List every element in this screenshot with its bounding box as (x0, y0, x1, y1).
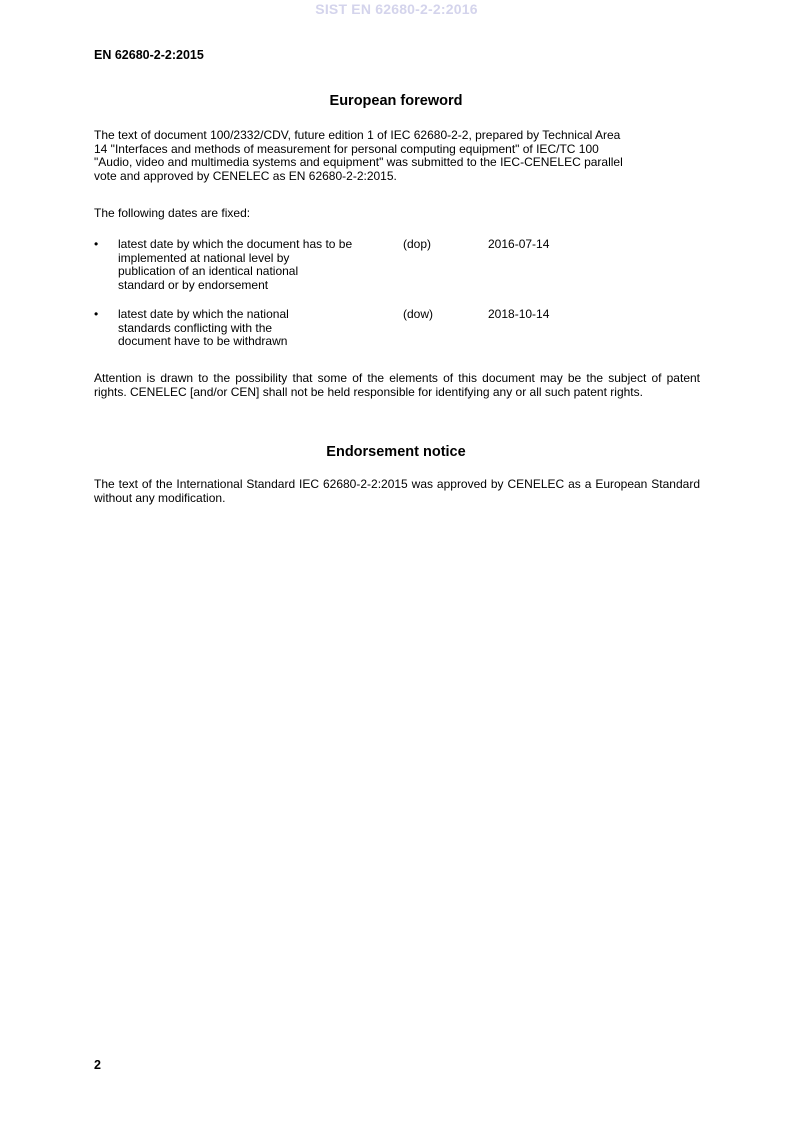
date-code: (dow) (403, 307, 434, 321)
date-description (118, 238, 386, 292)
foreword-intro-line: vote and approved by CENELEC as EN 62680-2-2:2015. (94, 168, 397, 183)
watermark: SIST EN 62680-2-2:2016 (315, 1, 478, 17)
bullet-icon: • (94, 237, 99, 251)
bullet-icon: • (94, 307, 99, 321)
date-description-line: document have to be withdrawn (118, 334, 288, 348)
foreword-heading: European foreword (329, 93, 463, 109)
dates-intro: The following dates are fixed: (94, 206, 251, 220)
date-description (118, 308, 386, 349)
date-description-line: implemented at national level by (118, 250, 290, 265)
date-description-line: latest date by which the document has to be (118, 237, 353, 251)
attention-paragraph: Attention is drawn to the possibility that some of the elements of this document may be the subject of patent rights. CENELEC [and/or CEN] shall not be held responsible for identifying any or all such patent rights. (94, 371, 700, 399)
foreword-intro-line: "Audio, video and multimedia systems and equipment" was submitted to the IEC-CENELEC parallel (94, 155, 623, 169)
date-value: 2018-10-14 (488, 307, 550, 321)
date-description-line: latest date by which the national (118, 307, 289, 321)
date-description-line: publication of an identical national (118, 264, 299, 278)
foreword-intro-paragraph (94, 129, 700, 183)
endorsement-heading: Endorsement notice (326, 444, 466, 460)
date-description-line: standard or by endorsement (118, 277, 269, 292)
foreword-intro-line: The text of document 100/2332/CDV, future edition 1 of IEC 62680-2-2, prepared by Technical Area (94, 128, 621, 142)
document-identifier: EN 62680-2-2:2015 (94, 48, 204, 62)
date-value: 2016-07-14 (488, 237, 550, 251)
page-number: 2 (94, 1058, 101, 1072)
date-code: (dop) (403, 237, 432, 251)
date-description-line: standards conflicting with the (118, 320, 273, 335)
foreword-intro-line: 14 "Interfaces and methods of measurement for personal computing equipment" of IEC/TC 100 (94, 141, 599, 156)
endorsement-paragraph: The text of the International Standard IEC 62680-2-2:2015 was approved by CENELEC as a European Standard without any modification. (94, 477, 700, 505)
